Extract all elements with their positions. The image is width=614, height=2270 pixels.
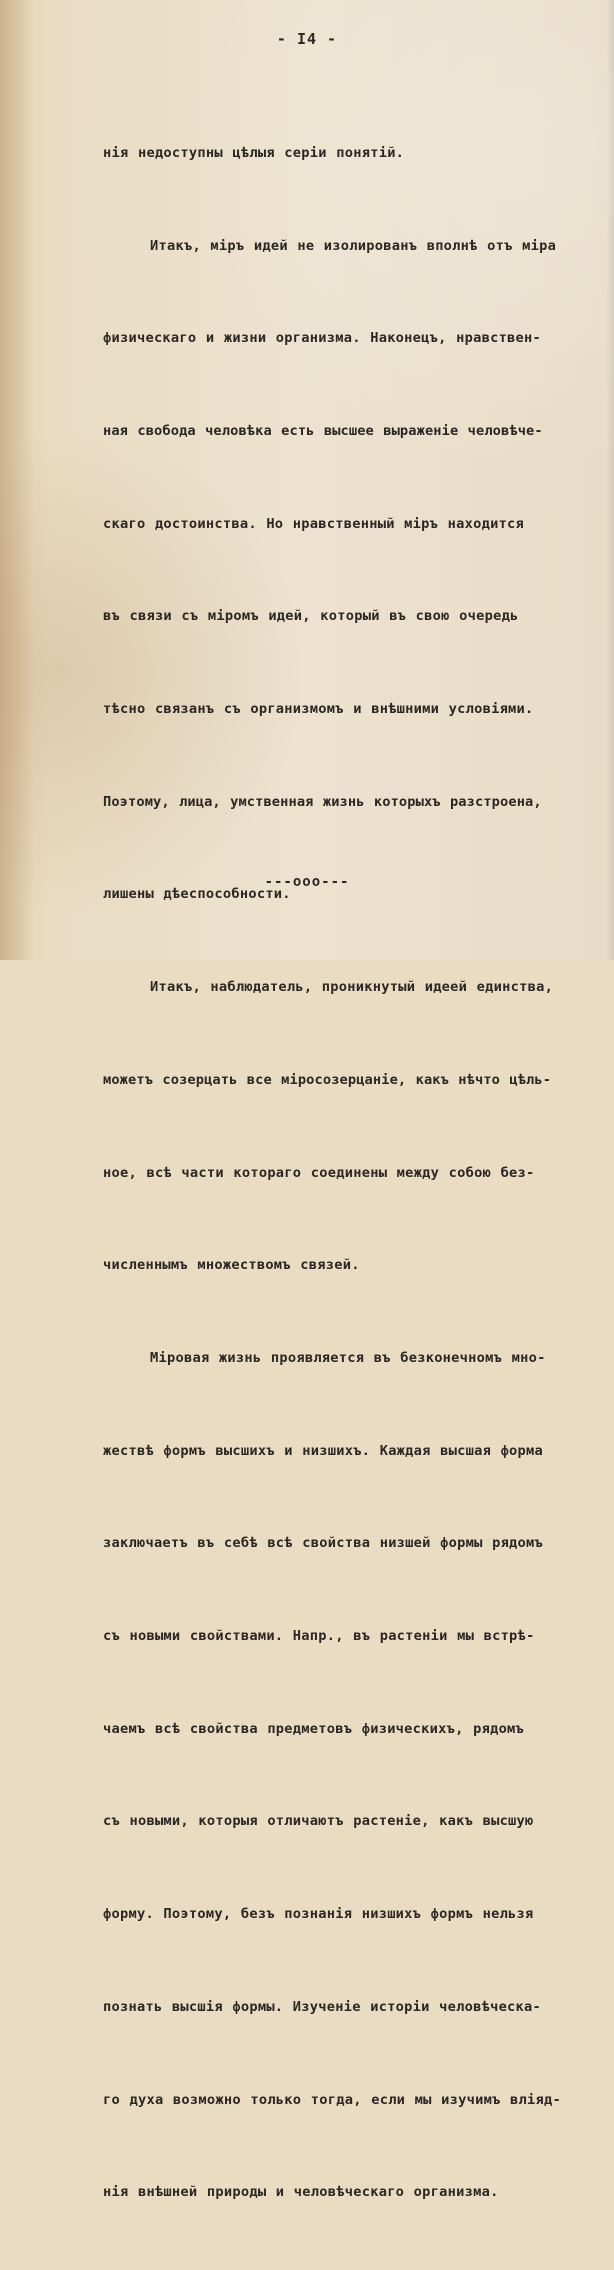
text-line-7: тѣсно связанъ съ организмомъ и внѣшними условіями. [103,701,534,718]
text-line-17: съ новыми свойствами. Напр., въ растеніи мы встрѣ- [103,1628,535,1645]
text-line-11: можетъ созерцать все міросозерцаніе, какъ нѣчто цѣль- [103,1071,552,1088]
page-number: - I4 - [276,30,338,48]
section-ornament: ---ооо--- [264,874,350,890]
text-line-19: съ новыми, которыя отличаютъ растеніе, какъ высшую [103,1813,534,1830]
text-line-4: ная свобода человѣка есть высшее выраженіе человѣче- [103,422,543,439]
text-line-3: физическаго и жизни организма. Наконецъ, нравствен- [103,330,542,347]
text-line-15: жествѣ формъ высшихъ и низшихъ. Каждая высшая форма [103,1442,544,1459]
text-line-1: нія недоступны цѣлыя серіи понятій. [103,144,405,161]
text-line-2: Итакъ, міръ идей не изолированъ вполнѣ отъ міра [150,237,557,254]
text-line-16: заключаетъ въ себѣ всѣ свойства низшей формы рядомъ [103,1535,544,1552]
text-line-8: Поэтому, лица, умственная жизнь которыхъ разстроена, [103,793,542,810]
text-line-13: численнымъ множествомъ связей. [103,1257,360,1274]
text-line-6: въ связи съ міромъ идей, который въ свою очередь [103,608,519,625]
text-line-5: скаго достоинства. Но нравственный міръ находится [103,515,525,532]
page-edge-stain [0,0,34,960]
text-line-20: форму. Поэтому, безъ познанія низшихъ формъ нельзя [103,1906,534,1923]
typed-body-text [103,76,613,2270]
text-line-18: чаемъ всѣ свойства предметовъ физическихъ, рядомъ [103,1720,525,1737]
text-line-14: Міровая жизнь проявляется въ безконечномъ мно- [150,1349,546,1366]
text-line-12: ное, всѣ части котораго соединены между собою без- [103,1164,535,1181]
text-line-23: нія внѣшней природы и человѣческаго организма. [103,2184,499,2201]
text-line-9: лишены дѣеспособности. [103,886,291,903]
text-line-10: Итакъ, наблюдатель, проникнутый идеей единства, [150,979,554,996]
text-line-21: познать высшія формы. Изученіе исторіи человѣческа- [103,1998,542,2015]
text-line-22: го духа возможно только тогда, если мы изучимъ вліяд- [103,2091,562,2108]
